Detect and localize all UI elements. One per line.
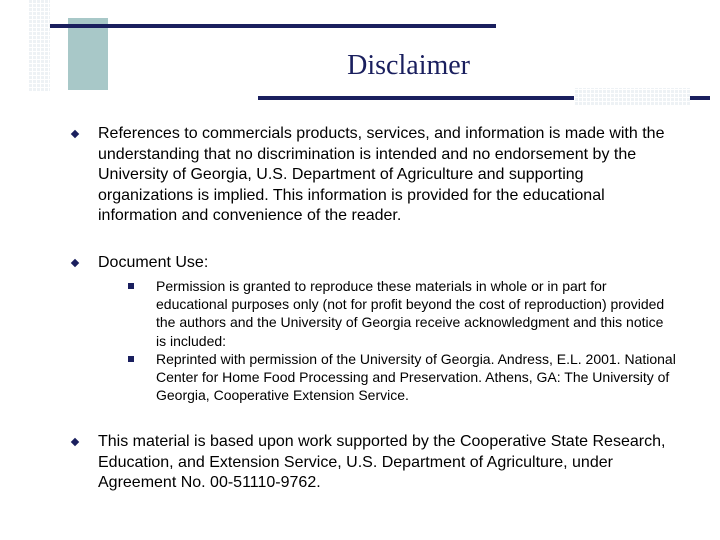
bullet-document-use (72, 253, 677, 405)
subbullet-text: Reprinted with permission of the University of Georgia. Andress, E.L. 2001. National Center for Home Food Processing and Preservation. Athens, GA: The University of Georgia, Cooperative Extension Service. (156, 350, 676, 404)
subbullet-permission (128, 277, 677, 350)
bullet-disclaimer (72, 124, 677, 227)
bullet-text: References to commercials products, services, and information is made with the understanding that no discrimination is intended and no endorsement by the University of Georgia, U.S. Department of Agriculture and supporting organizations is implied. This information is provided for the educational information and convenience of the reader. (98, 125, 665, 224)
diamond-bullet-icon (71, 258, 79, 266)
decorative-grid-square-right (574, 88, 690, 106)
slide-content (72, 124, 677, 494)
bullet-text: This material is based upon work supported by the Cooperative State Research, Education, and Extension Service, U.S. Department of Agriculture, under Agreement No. 00-51110-9762. (98, 433, 666, 492)
decorative-top-rule (50, 24, 496, 28)
bullet-funding (72, 432, 677, 494)
bullet-text: Document Use: (98, 253, 209, 271)
square-bullet-icon (128, 283, 134, 289)
diamond-bullet-icon (71, 130, 79, 138)
subbullet-reprint (128, 350, 677, 405)
decorative-teal-square (68, 18, 108, 90)
decorative-grid-square-left (28, 0, 50, 92)
slide-title: Disclaimer (347, 50, 470, 81)
square-bullet-icon (128, 356, 134, 362)
subbullet-text: Permission is granted to reproduce these materials in whole or in part for educational purposes only (not for profit beyond the cost of reproduction) provided the authors and the University of Georgia receive acknowledgment and this notice is included: (156, 278, 665, 349)
subbullet-list (128, 277, 677, 404)
diamond-bullet-icon (71, 438, 79, 446)
